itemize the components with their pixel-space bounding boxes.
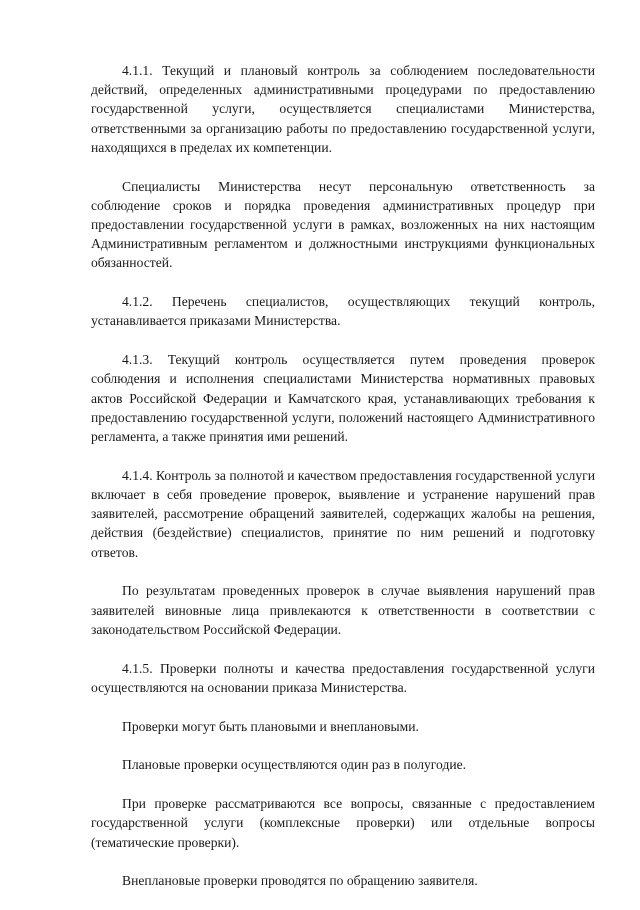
- paragraph-4-1-5: 4.1.5. Проверки полноты и качества предоставления государственной услуги осуществляются на основании приказа Министерства.: [91, 660, 595, 695]
- paragraph-planned-checks: Плановые проверки осуществляются один раз в полугодие.: [122, 757, 467, 773]
- document-page: [91, 61, 595, 910]
- paragraph-check-scope: При проверке рассматриваются все вопросы, связанные с предоставлением государственной услуги (комплексные проверки) или отдельные вопросы (тематические проверки).: [91, 796, 595, 850]
- paragraph-4-1-4: 4.1.4. Контроль за полнотой и качеством предоставления государственной услуги включает в себя проведение проверок, выявление и устранение нарушений прав заявителей, рассмотрение обращений заявителей, содержащих жалобы на решения, действия (бездействие) специалистов, принятие по ним решений и подготовку ответов.: [91, 467, 595, 560]
- paragraph-check-types: Проверки могут быть плановыми и внеплановыми.: [122, 718, 419, 734]
- paragraph-unplanned-checks: Внеплановые проверки проводятся по обращению заявителя.: [122, 873, 478, 889]
- paragraph-4-1-1: 4.1.1. Текущий и плановый контроль за соблюдением последовательности действий, определенных административными процедурами по предоставлению государственной услуги, осуществляется специалистами Министерства, ответственными за организацию работы по предоставлению государственной услуги, находящихся в пределах их компетенции.: [91, 63, 595, 155]
- paragraph-4-1-2: 4.1.2. Перечень специалистов, осуществляющих текущий контроль, устанавливается приказами Министерства.: [91, 294, 595, 329]
- paragraph-4-1-3: 4.1.3. Текущий контроль осуществляется путем проведения проверок соблюдения и исполнения специалистами Министерства нормативных правовых актов Российской Федерации и Камчатского края, устанавливающих требования к предоставлению государственной услуги, положений настоящего Административного регламента, а также принятия ими решений.: [91, 352, 595, 445]
- paragraph-violations: По результатам проведенных проверок в случае выявления нарушений прав заявителей виновные лица привлекаются к ответственности в соответствии с законодательством Российской Федерации.: [91, 583, 595, 637]
- paragraph-responsibility: Специалисты Министерства несут персональную ответственность за соблюдение сроков и порядка проведения административных процедур при предоставлении государственной услуги в рамках, возложенных на них настоящим Административным регламентом и должностными инструкциями функциональных обязанностей.: [91, 178, 595, 271]
